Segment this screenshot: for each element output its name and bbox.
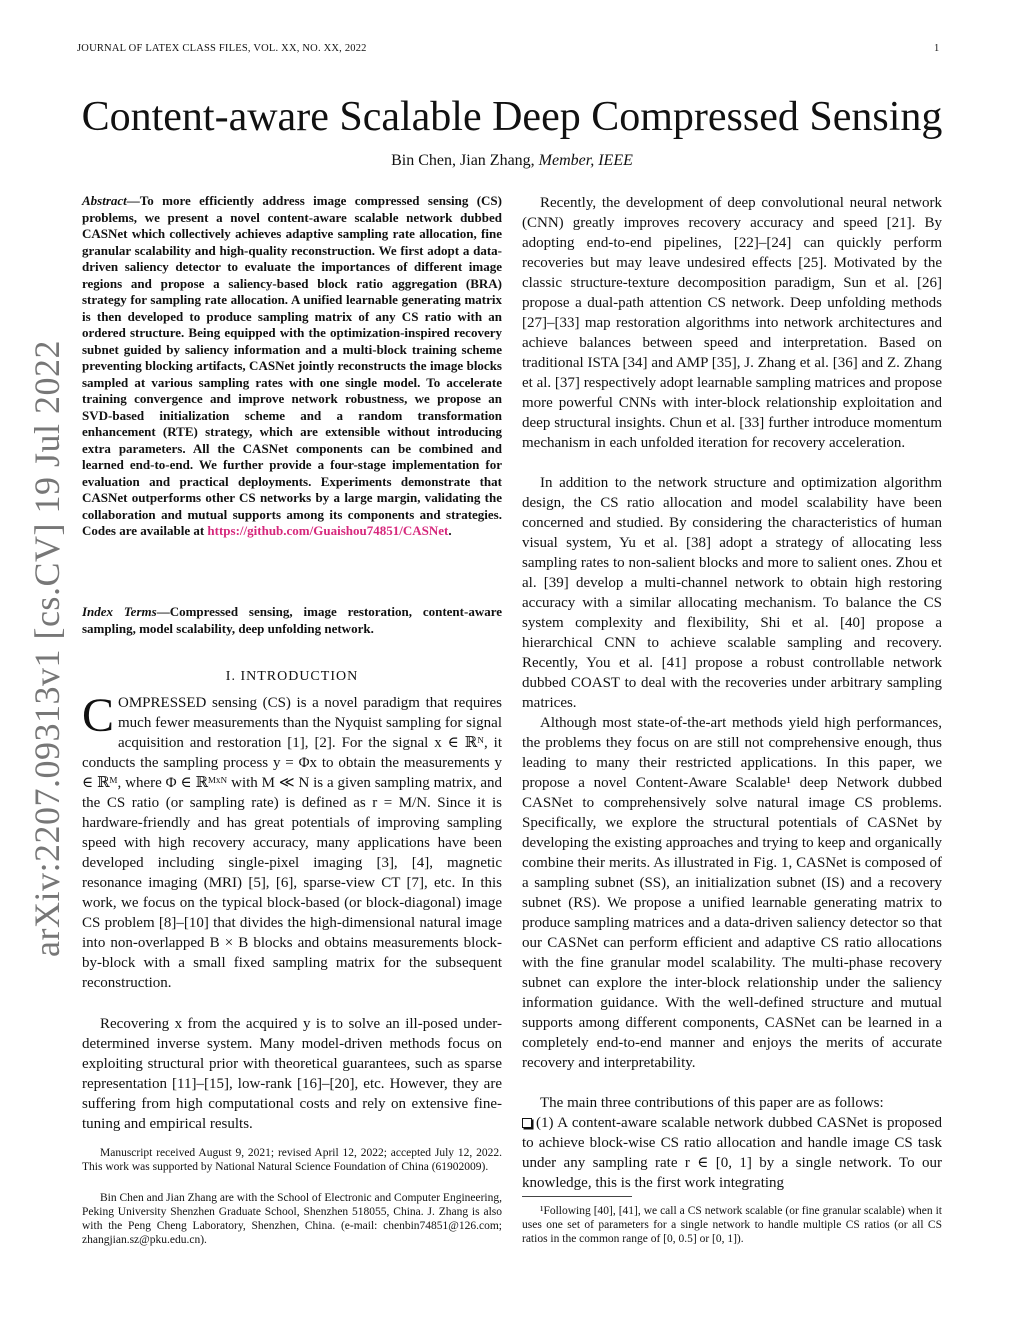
checkbox-bullet-icon bbox=[522, 1118, 532, 1128]
index-terms-label: Index Terms bbox=[82, 604, 157, 619]
abstract-label: Abstract bbox=[82, 193, 127, 208]
contribution-1-text: (1) A content-aware scalable network dubbed CASNet is proposed to achieve block-wise CS ratio allocation and handle image CS task under any sampling rate r ∈ [0, 1] by a single network. To our knowledge, this is the first work integrating bbox=[522, 1115, 942, 1191]
footnote-rule bbox=[522, 1196, 632, 1197]
section-heading-introduction: I. INTRODUCTION bbox=[225, 669, 359, 684]
abstract-end: . bbox=[448, 523, 452, 538]
author-role: Member, IEEE bbox=[538, 152, 633, 169]
contributions-intro: The main three contributions of this paper are as follows: bbox=[540, 1095, 884, 1111]
footnote-manuscript: Manuscript received August 9, 2021; revised April 12, 2022; accepted July 12, 2022. This work was supported by National Natural Science Foundation of China (61902009). bbox=[82, 1147, 502, 1173]
intro-paragraph-2: Recovering x from the acquired y is to solve an ill-posed under-determined inverse system. Many model-driven methods focus on exploiting structural prior with theoretical guarantees, such as sparse representation [11]–[15], low-rank [16]–[20], etc. However, they are suffering from high computational costs and rely on extensive fine-tuning and empirical results. bbox=[82, 1016, 502, 1132]
author-line bbox=[60, 152, 964, 170]
footnote-affiliation: Bin Chen and Jian Zhang are with the School of Electronic and Computer Engineering, Peking University Shenzhen Graduate School, Shenzhen 518055, China. J. Zhang is also with the Peng Cheng Laboratory, Shenzhen, China. (e-mail: chenbin74851@126.com; zhangjian.sz@pku.edu.cn). bbox=[82, 1192, 502, 1246]
abstract bbox=[82, 193, 502, 540]
code-link[interactable]: https://github.com/Guaishou74851/CASNet bbox=[207, 523, 449, 538]
right-paragraph-3: Although most state-of-the-art methods yield high performances, the problems they focus on are still not comprehensive enough, thus leading to many their restricted applications. In this paper, we propose a novel Content-Aware Scalable¹ deep Network dubbed CASNet to comprehensively solve natural image CS problems. Specifically, we explore the structural potentials of CASNet by developing the existing approaches and trying to keep and organically combine their merits. As illustrated in Fig. 1, CASNet is composed of a sampling subnet (SS), an initialization subnet (IS) and a recovery subnet (RS). We propose a unified learnable generating matrix to produce sampling matrices and a data-driven saliency detector so that our CASNet can perform efficient and adaptive CS ratio allocations with the fine granular model scalability. The multi-phase recovery subnet can explore the inter-block relationship under the saliency information guidance. With the well-defined structure and mutual supports among different components, CASNet can be learned in a completely end-to-end manner and enjoys the merits of accurate recovery and interpretability. bbox=[522, 715, 943, 1071]
contribution-1 bbox=[522, 1113, 942, 1193]
paper-title: Content-aware Scalable Deep Compressed Sensing bbox=[81, 94, 943, 140]
right-paragraph-1: Recently, the development of deep convolutional neural network (CNN) greatly improves recovery accuracy and speed [21]. By adopting end-to-end pipelines, [22]–[24] can quickly perform recoveries but may leave undesired effects [25]. Motivated by the classic structure-texture decomposition paradigm, Sun et al. [26] propose a dual-path attention CS network. Deep unfolding methods [27]–[33] map restoration algorithms into network architectures and achieve balances between speed and interpretation. Based on traditional ISTA [34] and AMP [35], J. Zhang et al. [36] and Z. Zhang et al. [37] respectively adopt learnable sampling matrices and propose more powerful CNNs with inter-block relationship exploitation and deep structural insights. Chun et al. [33] further introduce momentum mechanism in each unfolded iteration for recovery acceleration. bbox=[522, 195, 942, 451]
drop-cap: C bbox=[82, 689, 115, 742]
running-header: JOURNAL OF LATEX CLASS FILES, VOL. XX, NO. XX, 2022 bbox=[77, 43, 367, 54]
arxiv-sidebar bbox=[14, 262, 74, 962]
page-number: 1 bbox=[934, 43, 940, 54]
intro-p1-text: OMPRESSED sensing (CS) is a novel paradigm that requires much fewer measurements than the Nyquist sampling for signal acquisition and restoration [1], [2]. For the signal x ∈ ℝᴺ, it conducts the sampling process y = Φx to obtain the measurements y ∈ ℝᴹ, where Φ ∈ ℝᴹˣᴺ with M ≪ N is a given sampling matrix, and the CS ratio (or sampling rate) is defined as r = M/N. Since it is hardware-friendly and has great potentials of improving sampling speed with high recovery accuracy, many applications have been developed including single-pixel imaging [3], [4], magnetic resonance imaging (MRI) [5], [6], sparse-view CT [7], etc. In this work, we focus on the typical block-based (or block-diagonal) image CS problem [8]–[10] that divides the high-dimensional natural image into non-overlapped B × B blocks and obtains measurements block-by-block with a small fixed sampling matrix for the subsequent reconstruction. bbox=[82, 695, 502, 991]
index-terms-text: —Compressed sensing, image restoration, content-aware sampling, model scalability, deep unfolding network. bbox=[82, 604, 503, 636]
footnote-scalable: ¹Following [40], [41], we call a CS network scalable (or fine granular scalable) when it uses one set of parameters for a single network to handle multiple CS ratios (or all CS ratios in the common range of [0, 0.5] or [0, 1]). bbox=[522, 1205, 942, 1245]
index-terms bbox=[82, 604, 502, 637]
intro-paragraph-1 bbox=[82, 689, 502, 993]
author-names: Bin Chen, Jian Zhang, bbox=[391, 152, 535, 169]
right-paragraph-2: In addition to the network structure and optimization algorithm design, the CS ratio allocation and model scalability have been concerned and studied. By considering the characteristics of human visual system, Yu et al. [38] adopt a strategy of allocating less sampling rates to non-salient blocks and more to salient ones. Zhou et al. [39] develop a multi-channel network to obtain high restoring accuracy with a similar allocating mechanism. To balance the CS system complexity and flexibility, Shi et al. [40] propose a hierarchical CNN to achieve scalable sampling and recovery. Recently, You et al. [41] propose a robust controllable network dubbed COAST to deal with the recoveries under arbitrary sampling matrices. bbox=[522, 475, 942, 711]
arxiv-identifier: arXiv:2207.09313v1 [cs.CV] 19 Jul 2022 bbox=[27, 340, 67, 957]
abstract-text: —To more efficiently address image compressed sensing (CS) problems, we present a novel content-aware scalable network dubbed CASNet which collectively achieves adaptive sampling rate allocation, fine granular scalability and high-quality reconstruction. We first adopt a data-driven saliency detector to evaluate the importances of different image regions and propose a saliency-based block ratio aggregation (BRA) strategy for sampling rate allocation. A unified learnable generating matrix is then developed to produce sampling matrix of any CS ratio with an ordered structure. Being equipped with the optimization-inspired recovery subnet guided by saliency information and a multi-block training scheme preventing blocking artifacts, CASNet jointly reconstructs the image blocks sampled at various sampling rates with one single model. To accelerate training convergence and improve network robustness, we propose an SVD-based initialization scheme and a random transformation enhancement (RTE) strategy, which are extensible without introducing extra parameters. All the CASNet components can be combined and learned end-to-end. We further provide a four-stage implementation for evaluation and practical deployments. Experiments demonstrate that CASNet outperforms other CS networks by a large margin, validating the collaboration and mutual supports among its components and strategies. Codes are available at bbox=[82, 193, 502, 538]
